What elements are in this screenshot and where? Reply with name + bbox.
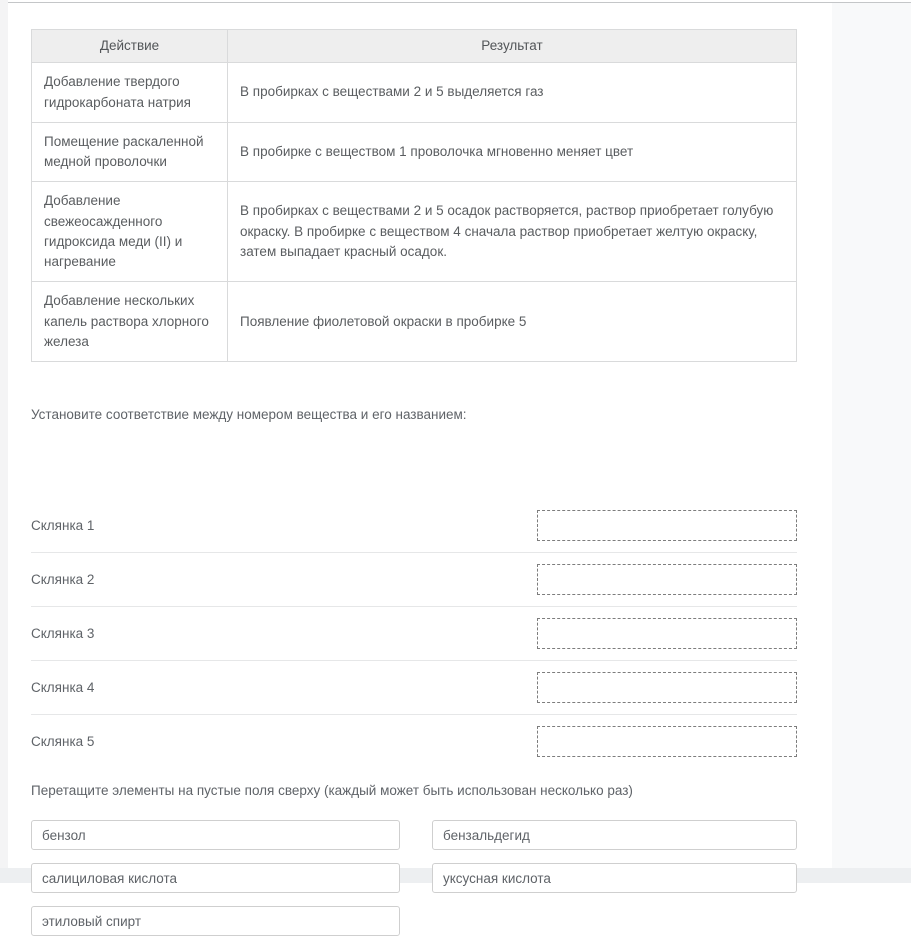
action-cell: Добавление свежеосажденного гидроксида меди (II) и нагревание	[32, 182, 228, 282]
drop-zone-sklyanka-2[interactable]	[537, 564, 797, 595]
result-cell: В пробирках с веществами 2 и 5 осадок растворяется, раствор приобретает голубую окраску. В пробирке с веществом 4 сначала раствор приобретает желтую окраску, затем выпадает красный осадок.	[228, 182, 797, 282]
table-row	[32, 282, 797, 362]
match-row-sklyanka-5	[31, 715, 797, 768]
matching-instruction: Установите соответствие между номером вещества и его названием:	[31, 407, 467, 422]
drop-zone-sklyanka-4[interactable]	[537, 672, 797, 703]
match-row-sklyanka-3	[31, 607, 797, 661]
action-cell: Добавление твердого гидрокарбоната натрия	[32, 63, 228, 123]
column-header-result: Результат	[228, 30, 797, 63]
table-row	[32, 63, 797, 123]
match-label: Склянка 4	[31, 680, 95, 695]
action-cell: Добавление нескольких капель раствора хлорного железа	[32, 282, 228, 362]
action-cell: Помещение раскаленной медной проволочки	[32, 122, 228, 182]
result-cell: Появление фиолетовой окраски в пробирке 5	[228, 282, 797, 362]
table-row	[32, 182, 797, 282]
match-label: Склянка 5	[31, 734, 95, 749]
match-row-sklyanka-4	[31, 661, 797, 715]
drag-item-benzaldegid[interactable]: бензальдегид	[432, 820, 797, 850]
drag-item-salicilovaya-kislota[interactable]: салициловая кислота	[31, 863, 400, 893]
quiz-content	[31, 0, 797, 936]
table-header-row	[32, 30, 797, 63]
column-header-action: Действие	[32, 30, 228, 63]
left-gutter	[0, 0, 8, 883]
matching-list	[31, 499, 797, 768]
drag-item-etilovyi-spirt[interactable]: этиловый спирт	[31, 906, 400, 936]
result-cell: В пробирке с веществом 1 проволочка мгновенно меняет цвет	[228, 122, 797, 182]
results-table	[31, 29, 797, 362]
table-row	[32, 122, 797, 182]
right-margin-area	[832, 3, 911, 868]
match-row-sklyanka-1	[31, 499, 797, 553]
drag-items-pool	[31, 820, 797, 936]
result-cell: В пробирках с веществами 2 и 5 выделяется газ	[228, 63, 797, 123]
drop-zone-sklyanka-1[interactable]	[537, 510, 797, 541]
drag-instruction: Перетащите элементы на пустые поля сверху (каждый может быть использован несколько раз)	[31, 783, 633, 798]
drop-zone-sklyanka-3[interactable]	[537, 618, 797, 649]
match-row-sklyanka-2	[31, 553, 797, 607]
match-label: Склянка 1	[31, 518, 95, 533]
match-label: Склянка 2	[31, 572, 95, 587]
match-label: Склянка 3	[31, 626, 95, 641]
drag-item-uksusnaya-kislota[interactable]: уксусная кислота	[432, 863, 797, 893]
drag-item-benzol[interactable]: бензол	[31, 820, 400, 850]
drop-zone-sklyanka-5[interactable]	[537, 726, 797, 757]
